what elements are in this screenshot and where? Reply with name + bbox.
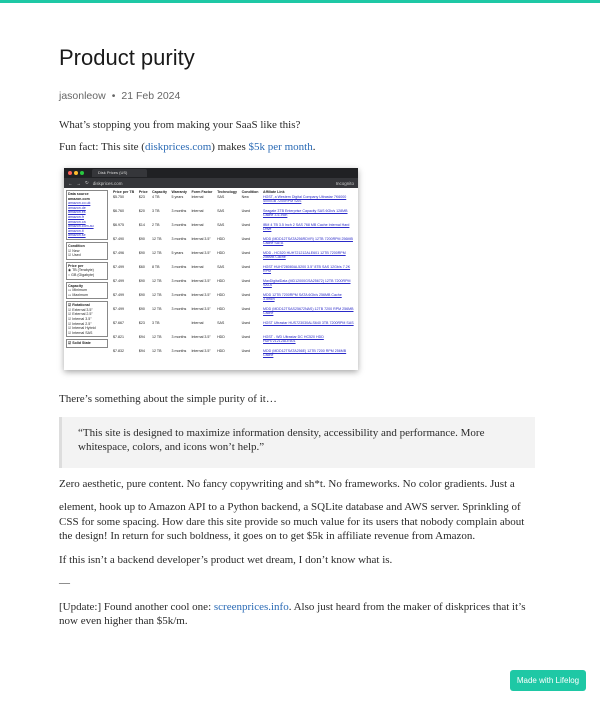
table-cell: 3 months bbox=[171, 348, 187, 353]
table-cell: MDD (MDD12TSATA256E) 12TB 7200 RPM 256MB Cache bbox=[263, 348, 347, 358]
table-row bbox=[111, 293, 356, 307]
column-header: Capacity bbox=[151, 190, 167, 194]
source-link: amazon.ca bbox=[68, 219, 86, 224]
table-cell: Internal bbox=[191, 264, 204, 269]
paragraph: Zero aesthetic, pure content. No fancy copywriting and sh*t. No frameworks. No color gradients. Just a bbox=[59, 477, 515, 490]
table-cell: Used bbox=[241, 278, 251, 283]
table-cell: 3 months bbox=[171, 236, 187, 241]
table-cell: New bbox=[241, 194, 249, 199]
table-cell: $7.667 bbox=[113, 320, 124, 325]
table-cell: HDD bbox=[217, 278, 225, 283]
table-cell: HDD bbox=[217, 292, 225, 297]
table-cell: $90 bbox=[138, 306, 145, 311]
rotational-option: ☑ Internal Hybrid bbox=[68, 326, 96, 331]
table-row bbox=[111, 321, 356, 335]
table-cell: 4 TB bbox=[151, 194, 160, 199]
table-cell: HDD bbox=[217, 334, 225, 339]
paragraph: What’s stopping you from making your SaaS like this? bbox=[59, 119, 301, 131]
table-cell: $7.821 bbox=[113, 334, 124, 339]
table-cell: $90 bbox=[138, 236, 145, 241]
table-cell: 3 months bbox=[171, 292, 187, 297]
table-cell: Internal 3.5" bbox=[191, 306, 211, 311]
table-cell: Internal bbox=[191, 194, 204, 199]
table-cell: HGST, a Western Digital Company Ultrastar 7K6000 4000GB 7200RPM SAS bbox=[263, 194, 347, 204]
table-cell: 12 TB bbox=[151, 334, 162, 339]
table-cell: $6.975 bbox=[113, 222, 124, 227]
table-cell: Used bbox=[241, 306, 251, 311]
table-cell: $7.499 bbox=[113, 278, 124, 283]
table-cell: HDD bbox=[217, 348, 225, 353]
table-cell: MDD - HC520 HUH721212ALE601 12TB 7200RPM 256MB Cache bbox=[263, 250, 346, 260]
table-row bbox=[111, 335, 356, 349]
table-cell: 12 TB bbox=[151, 292, 162, 297]
table-cell: $7.499 bbox=[113, 306, 124, 311]
table-cell: 3 TB bbox=[151, 320, 160, 325]
table-cell: 12 TB bbox=[151, 236, 162, 241]
table-cell: $94 bbox=[138, 334, 145, 339]
table-cell: 8 TB bbox=[151, 264, 160, 269]
source-link: amazon.de bbox=[68, 205, 86, 210]
blockquote: “This site is designed to maximize information density, accessibility and performance. More whitespace, colors, and icons won’t help.” bbox=[59, 417, 535, 468]
reload-icon: ↻ bbox=[85, 180, 89, 185]
table-cell: 12 TB bbox=[151, 278, 162, 283]
table-cell: 3 months bbox=[171, 208, 187, 213]
table-cell: HGST HUH728080AL5200 3.5" 8TB SAS 12Gb/s 7.2K RPM bbox=[263, 264, 351, 274]
table-cell: Used bbox=[241, 320, 251, 325]
table-cell: Internal 3.5" bbox=[191, 334, 211, 339]
source-link: amazon.es bbox=[68, 210, 86, 215]
filters-sidebar: Data source amazon.com amazon.co.uk amazon.de amazon.es amazon.fr amazon.ca amazon.com.au amazon.it amazon.se Condition ☑ New ☑ Used Price per ◉ TB (Terabyte) ○ GB (Gigabyte) Capacity ▭ Minimum ▭ Maximum ☑ Rotational ☑ External 3.5" ☑ External 2.5" ☑ Internal 3.5" ☑ Internal 2.5" ☑ Internal Hybrid ☑ Internal SAS ☑ Solid State bbox=[66, 190, 108, 363]
table-cell: $90 bbox=[138, 250, 145, 255]
incognito-label: Incognito bbox=[335, 180, 354, 186]
rotational-option: ☑ External 3.5" bbox=[68, 307, 93, 312]
made-with-lifelog-button[interactable]: Made with Lifelog bbox=[510, 670, 586, 691]
table-cell: Used bbox=[241, 264, 251, 269]
table-cell: $5.750 bbox=[113, 194, 124, 199]
table-cell: SAS bbox=[217, 222, 225, 227]
table-cell: $7.490 bbox=[113, 236, 124, 241]
table-cell: SAS bbox=[217, 320, 225, 325]
table-row bbox=[111, 251, 356, 265]
table-cell: HGST Ultrastar HUS723030ALS640 3TB 7200RPM SAS bbox=[263, 320, 354, 325]
table-cell: Internal 3.5" bbox=[191, 250, 211, 255]
diskprices-link[interactable]: diskprices.com bbox=[144, 140, 212, 153]
source-link: amazon.co.uk bbox=[68, 201, 91, 206]
table-cell: 5 years bbox=[171, 250, 184, 255]
table-cell: 12 TB bbox=[151, 250, 162, 255]
table-cell: Internal 3.5" bbox=[191, 236, 211, 241]
column-header: Affiliate Link bbox=[263, 190, 285, 194]
table-cell: MDD (MDD12TSAS25672NAS) 12TB 7200 RPM 256MB Cache bbox=[263, 306, 354, 316]
table-cell: MaxDigitalData (MD12000GSA25672) 12TB 7200RPM SATA bbox=[263, 278, 351, 288]
table-cell bbox=[169, 321, 189, 335]
table-cell: $23 bbox=[138, 320, 145, 325]
rotational-option: ☑ External 2.5" bbox=[68, 312, 93, 317]
column-header: Price bbox=[138, 190, 148, 194]
column-header: Price per TB bbox=[113, 190, 135, 194]
table-cell: 3 months bbox=[171, 278, 187, 283]
table-cell: 12 TB bbox=[151, 348, 162, 353]
prices-table bbox=[111, 190, 356, 363]
table-cell: $90 bbox=[138, 278, 145, 283]
table-cell: $7.499 bbox=[113, 264, 124, 269]
article bbox=[59, 0, 539, 669]
table-cell: 5 years bbox=[171, 194, 184, 199]
table-cell: Internal bbox=[191, 222, 204, 227]
table-row bbox=[111, 237, 356, 251]
table-row bbox=[111, 265, 356, 279]
table-row bbox=[111, 195, 356, 209]
table-cell: SAS bbox=[217, 208, 225, 213]
paragraph: [Update:] Found another cool one: screenprices.info. Also just heard from the maker of diskprices that it’s now even higher than $5k/m. bbox=[59, 600, 526, 627]
meta-separator: • bbox=[111, 90, 116, 102]
table-cell: Used bbox=[241, 222, 251, 227]
address-bar: diskprices.com bbox=[92, 180, 123, 186]
table-cell: 3 months bbox=[171, 334, 187, 339]
table-row bbox=[111, 209, 356, 223]
table-cell: $7.832 bbox=[113, 348, 124, 353]
table-cell: Used bbox=[241, 292, 251, 297]
back-icon: ← bbox=[68, 180, 73, 186]
table-cell: $23 bbox=[138, 194, 145, 199]
paragraph: There’s something about the simple purity of it… bbox=[59, 393, 277, 405]
paragraph: element, hook up to Amazon API to a Python backend, a SQLite database and AWS server. Sprinkling of CSS for some spacing. How dare this site provide so much value for its users that nobody complain about the design! In return for such boldness, it goes on to get $5k in affiliate revenue from Amazon. bbox=[59, 501, 525, 542]
table-cell: Internal 3.5" bbox=[191, 278, 211, 283]
table-cell: HGST - WD Ultrastar DC HC520 HDD HUH721212ALE601 bbox=[263, 334, 324, 344]
source-link: amazon.fr bbox=[68, 214, 84, 219]
table-row bbox=[111, 279, 356, 293]
table-cell: $94 bbox=[138, 348, 145, 353]
diskprices-screenshot bbox=[64, 168, 358, 370]
column-header: Condition bbox=[241, 190, 259, 194]
table-cell: $60 bbox=[138, 264, 145, 269]
table-cell: 3 months bbox=[171, 264, 187, 269]
browser-toolbar bbox=[64, 178, 358, 188]
column-header: Technology bbox=[217, 190, 237, 194]
table-cell: Used bbox=[241, 334, 251, 339]
rotational-option: ☑ Internal 2.5" bbox=[68, 321, 92, 326]
table-cell: $14 bbox=[138, 222, 145, 227]
browser-tab: Disk Prices (US) bbox=[92, 169, 147, 177]
paragraph: Fun fact: This site (diskprices.com) makes $5k per month. bbox=[59, 140, 316, 153]
screenprices-link[interactable]: screenprices.info bbox=[213, 600, 289, 613]
forward-icon: → bbox=[76, 180, 81, 186]
post-date: 21 Feb 2024 bbox=[121, 90, 181, 102]
source-link: amazon.se bbox=[68, 233, 86, 238]
top-accent-bar bbox=[0, 0, 600, 3]
table-cell: Used bbox=[241, 250, 251, 255]
table-cell: $7.496 bbox=[113, 250, 124, 255]
table-cell: $20 bbox=[138, 208, 145, 213]
table-cell: 12 TB bbox=[151, 306, 162, 311]
table-cell: MDD 12TB 7200RPM SATA 6Gb/s 256MB Cache 3.5inch bbox=[263, 292, 342, 302]
table-cell: $6.760 bbox=[113, 208, 124, 213]
table-cell: MDD (MDD12TSATA256RDVR) 12TB 7200RPM 256MB Cache SATA bbox=[263, 236, 353, 246]
table-cell: IBM 4 TB 3.5 Inch 2 SAS 768 MB Cache Internal Hard Drive bbox=[263, 222, 350, 232]
table-cell: 2 TB bbox=[151, 222, 160, 227]
table-cell: Used bbox=[241, 208, 251, 213]
separator: — bbox=[59, 577, 70, 589]
table-cell: 3 TB bbox=[151, 208, 160, 213]
page-title: Product purity bbox=[59, 45, 195, 70]
table-cell: HDD bbox=[217, 250, 225, 255]
table-cell: Seagate 3TB Enterprise Capacity SAS 6Gb/s 128MB Cache 3.5-Inch bbox=[263, 208, 348, 218]
table-cell: HDD bbox=[217, 236, 225, 241]
table-cell: HDD bbox=[217, 306, 225, 311]
table-cell: Used bbox=[241, 348, 251, 353]
source-link: amazon.com.au bbox=[68, 224, 94, 229]
rotational-option: ☑ Internal SAS bbox=[68, 330, 93, 335]
table-row bbox=[111, 349, 356, 363]
source-link: amazon.it bbox=[68, 228, 84, 233]
author-link[interactable]: jasonleow bbox=[59, 90, 106, 102]
table-cell: $90 bbox=[138, 292, 145, 297]
revenue-link[interactable]: $5k per month bbox=[248, 140, 313, 153]
table-cell: Used bbox=[241, 236, 251, 241]
table-cell: Internal 3.5" bbox=[191, 292, 211, 297]
table-cell: Internal bbox=[191, 208, 204, 213]
table-cell: Internal bbox=[191, 320, 204, 325]
paragraph: If this isn’t a backend developer’s product wet dream, I don’t know what is. bbox=[59, 553, 393, 566]
table-cell: $7.499 bbox=[113, 292, 124, 297]
table-cell: Internal 3.5" bbox=[191, 348, 211, 353]
table-row bbox=[111, 307, 356, 321]
table-cell: 3 months bbox=[171, 306, 187, 311]
table-cell: SAS bbox=[217, 194, 225, 199]
table-cell: 3 months bbox=[171, 222, 187, 227]
source-link: amazon.com bbox=[68, 196, 90, 201]
table-cell: SAS bbox=[217, 264, 225, 269]
browser-tabbar bbox=[64, 168, 358, 178]
rotational-option: ☑ Internal 3.5" bbox=[68, 317, 92, 322]
table-row bbox=[111, 223, 356, 237]
post-meta bbox=[59, 89, 539, 103]
column-header: Form Factor bbox=[191, 190, 213, 194]
column-header: Warranty bbox=[171, 190, 187, 194]
